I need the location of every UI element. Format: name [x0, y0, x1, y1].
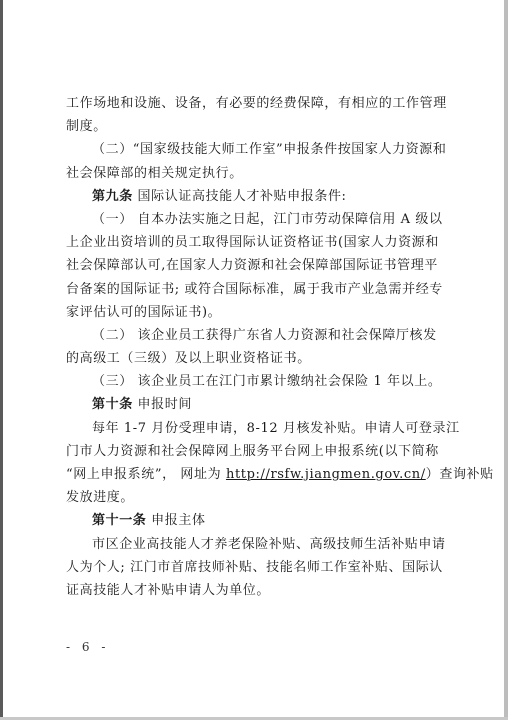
body-line: 家评估认可的国际证书)。 [66, 304, 222, 320]
body-line: 市区企业高技能人才养老保险补贴、高级技师生活补贴申请 [92, 536, 446, 552]
page-border-left [0, 0, 3, 720]
article-number: 第十一条 [92, 513, 147, 529]
article-eleven-heading [66, 509, 446, 532]
page-number: - 6 - [66, 640, 110, 654]
body-line: 发放进度。 [66, 490, 135, 506]
body-line: （二） 该企业员工获得广东省人力资源和社会保障厅核发 [92, 327, 437, 343]
body-line: 社会保障部认可,在国家人力资源和社会保障部国际证书管理平 [66, 258, 438, 274]
body-line: 制度。 [66, 119, 107, 135]
website-link[interactable]: http://rsfw.jiangmen.gov.cn/ [225, 467, 426, 482]
page-border-right [504, 0, 508, 720]
body-line: 每年 1-7 月份受理申请，8-12 月核发补贴。申请人可登录江 [92, 420, 460, 436]
body-line: 人为个人; 江门市首席技师补贴、技能名师工作室补贴、国际认 [66, 559, 443, 575]
body-line: （一） 自本办法实施之日起，江门市劳动保障信用 A 级以 [92, 211, 443, 227]
body-line-with-link [66, 463, 494, 486]
article-number: 第十条 [92, 397, 133, 413]
article-ten-heading [66, 393, 446, 416]
link-suffix-text: ）查询补贴 [425, 467, 494, 482]
body-line: （三） 该企业员工在江门市累计缴纳社会保险 1 年以上。 [92, 374, 442, 390]
link-prefix-text: “网上申报系统”， 网址为 [66, 467, 226, 482]
body-line: 证高技能人才补贴申请人为单位。 [66, 582, 271, 598]
body-line: 上企业出资培训的员工取得国际认证资格证书(国家人力资源和 [66, 235, 439, 251]
body-line: 工作场地和设施、设备，有必要的经费保障，有相应的工作管理 [66, 96, 447, 111]
article-number: 第九条 [92, 188, 133, 204]
body-line: 台备案的国际证书; 或符合国际标准，属于我市产业急需并经专 [66, 281, 443, 297]
body-line: （二）“国家级技能大师工作室”申报条件按国家人力资源和 [92, 142, 447, 158]
article-title: 国际认证高技能人才补贴申报条件: [132, 188, 347, 204]
body-line: 社会保障部的相关规定执行。 [66, 165, 243, 181]
document-body [66, 92, 494, 602]
article-nine-heading [66, 185, 446, 208]
article-title: 申报时间 [132, 397, 192, 413]
body-line: 的高级工（三级）及以上职业资格证书。 [66, 351, 311, 367]
article-title: 申报主体 [146, 513, 206, 529]
body-line: 门市人力资源和社会保障网上服务平台网上申报系统(以下简称 [66, 443, 439, 459]
